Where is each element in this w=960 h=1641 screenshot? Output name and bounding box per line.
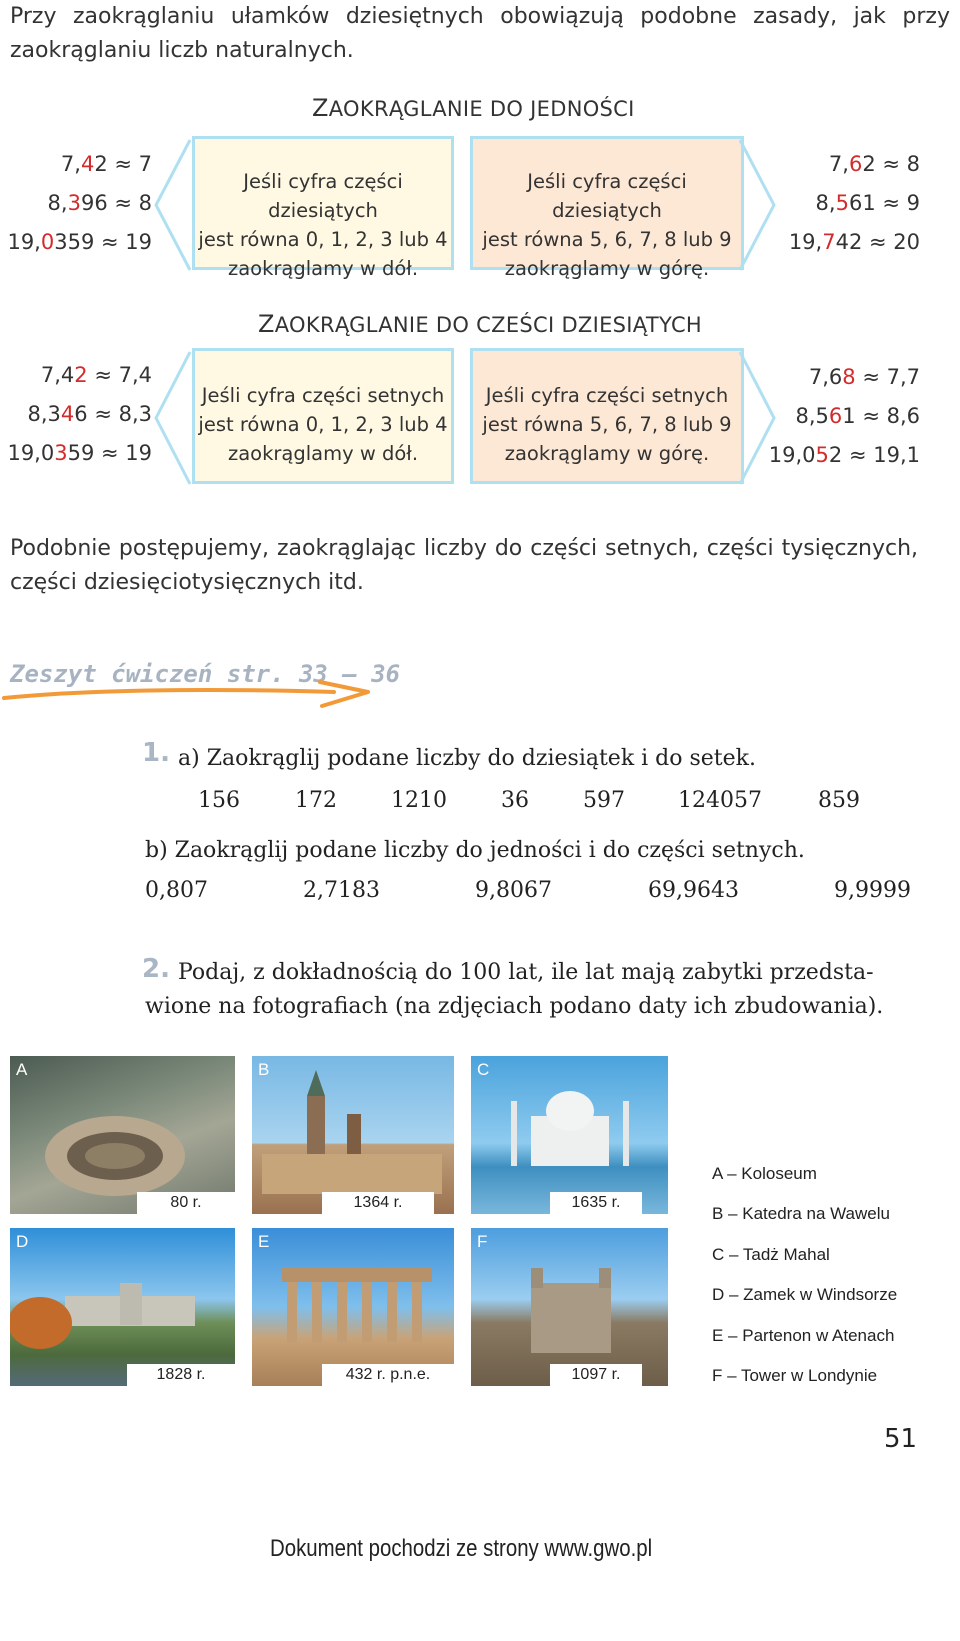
rule-box-round-down: Jeśli cyfra części setnych jest równa 0, 1, 2, 3 lub 4 zaokrąglamy w dół. bbox=[192, 348, 454, 484]
legend-item: D – Zamek w Windsorze bbox=[712, 1285, 898, 1305]
photo-parthenon bbox=[252, 1228, 454, 1386]
example-row: 7,62 ≈ 8 bbox=[828, 152, 920, 176]
photo-year: 1097 r. bbox=[550, 1364, 642, 1386]
value: 597 bbox=[583, 788, 625, 813]
section2-left-examples bbox=[7, 356, 152, 473]
example-row: 19,742 ≈ 20 bbox=[788, 230, 920, 254]
tower-illustration bbox=[471, 1228, 668, 1386]
value: 124057 bbox=[678, 788, 762, 813]
example-row: 8,346 ≈ 8,3 bbox=[27, 402, 152, 426]
task1b-values bbox=[0, 878, 960, 908]
colosseum-illustration bbox=[10, 1056, 235, 1214]
value: 9,9999 bbox=[834, 878, 911, 903]
parthenon-illustration bbox=[252, 1228, 454, 1386]
photo-taj-mahal bbox=[471, 1056, 668, 1214]
photo-year: 80 r. bbox=[137, 1192, 235, 1214]
photo-legend bbox=[712, 1164, 897, 1406]
photo-letter: C bbox=[477, 1060, 490, 1079]
example-row: 8,561 ≈ 8,6 bbox=[795, 404, 920, 428]
example-row: 8,396 ≈ 8 bbox=[47, 191, 152, 215]
photo-year: 1364 r. bbox=[322, 1192, 434, 1214]
photo-letter: F bbox=[477, 1232, 488, 1251]
legend-item: F – Tower w Londynie bbox=[712, 1365, 878, 1385]
photo-letter: B bbox=[258, 1060, 270, 1079]
photo-letter: E bbox=[258, 1232, 270, 1251]
legend-item: C – Tadż Mahal bbox=[712, 1244, 830, 1264]
page-number: 51 bbox=[884, 1424, 918, 1454]
rule-box-round-up: Jeśli cyfra części setnych jest równa 5, 6, 7, 8 lub 9 zaokrąglamy w górę. bbox=[470, 348, 744, 484]
value: 9,8067 bbox=[475, 878, 552, 903]
paragraph-text: Podobnie postępujemy, zaokrąglając liczby do części setnych, części tysięcznych, części dziesięciotysięcznych itd. bbox=[10, 536, 918, 595]
value: 2,7183 bbox=[303, 878, 380, 903]
photo-colosseum bbox=[10, 1056, 235, 1214]
taj-mahal-illustration bbox=[471, 1056, 668, 1214]
legend-item: E – Partenon w Atenach bbox=[712, 1325, 895, 1345]
task-number: 2. bbox=[142, 954, 170, 984]
cathedral-illustration bbox=[252, 1056, 454, 1214]
workbook-reference: Zeszyt ćwiczeń str. 33 – 36 bbox=[10, 660, 401, 688]
value: 859 bbox=[818, 788, 860, 813]
photo-windsor-castle bbox=[10, 1228, 235, 1386]
right-arrow-icon bbox=[732, 138, 782, 272]
photo-letter: A bbox=[16, 1060, 28, 1079]
example-row: 19,0359 ≈ 19 bbox=[7, 441, 152, 465]
photo-wawel-cathedral bbox=[252, 1056, 454, 1214]
photo-year: 1828 r. bbox=[127, 1364, 235, 1386]
example-row: 7,68 ≈ 7,7 bbox=[808, 365, 920, 389]
section2-title: ZAOKRĄGLANIE DO CZEŚCI DZIESIĄTYCH bbox=[258, 310, 702, 338]
example-row: 7,42 ≈ 7 bbox=[60, 152, 152, 176]
task2-text-line2: wione na fotografiach (na zdjęciach podano daty ich zbudowania). bbox=[145, 994, 884, 1019]
value: 36 bbox=[501, 788, 529, 813]
footer-source: Dokument pochodzi ze strony www.gwo.pl bbox=[270, 1535, 653, 1562]
task-number: 1. bbox=[142, 738, 170, 768]
legend-item: B – Katedra na Wawelu bbox=[712, 1204, 890, 1224]
example-row: 7,42 ≈ 7,4 bbox=[40, 363, 152, 387]
photo-tower-of-london bbox=[471, 1228, 668, 1386]
photo-letter: D bbox=[16, 1232, 29, 1251]
intro-paragraph: Przy zaokrąglaniu ułamków dziesiętnych obowiązują podobne zasady, jak przy zaokrąglaniu liczb naturalnych. bbox=[10, 4, 950, 63]
photo-year: 1635 r. bbox=[550, 1192, 642, 1214]
value: 1210 bbox=[391, 788, 447, 813]
task1b-instruction: b) Zaokrąglij podane liczby do jedności i do części setnych. bbox=[145, 838, 805, 863]
rule-box-round-down: Jeśli cyfra części dziesiątych jest równa 0, 1, 2, 3 lub 4 zaokrąglamy w dół. bbox=[192, 136, 454, 270]
example-row: 8,561 ≈ 9 bbox=[815, 191, 920, 215]
castle-illustration bbox=[10, 1228, 235, 1386]
task1a-values bbox=[0, 788, 960, 818]
section1-right-examples bbox=[780, 145, 920, 262]
value: 156 bbox=[198, 788, 240, 813]
orange-arrow-icon bbox=[2, 678, 374, 710]
value: 172 bbox=[295, 788, 337, 813]
rule-box-round-up: Jeśli cyfra części dziesiątych jest równa 5, 6, 7, 8 lub 9 zaokrąglamy w górę. bbox=[470, 136, 744, 270]
example-row: 19,0359 ≈ 19 bbox=[7, 230, 152, 254]
task2-text-line1: Podaj, z dokładnością do 100 lat, ile lat mają zabytki przedsta- bbox=[178, 960, 874, 985]
value: 0,807 bbox=[145, 878, 208, 903]
section1-title: ZAOKRĄGLANIE DO JEDNOŚCI bbox=[312, 94, 635, 122]
value: 69,9643 bbox=[648, 878, 739, 903]
example-row: 19,052 ≈ 19,1 bbox=[768, 443, 920, 467]
task1a-instruction: a) Zaokrąglij podane liczby do dziesiątek i do setek. bbox=[178, 746, 756, 771]
section1-left-examples bbox=[7, 145, 152, 262]
photo-year: 432 r. p.n.e. bbox=[322, 1364, 454, 1386]
legend-item: A – Koloseum bbox=[712, 1164, 817, 1183]
section2-right-examples bbox=[766, 358, 920, 475]
